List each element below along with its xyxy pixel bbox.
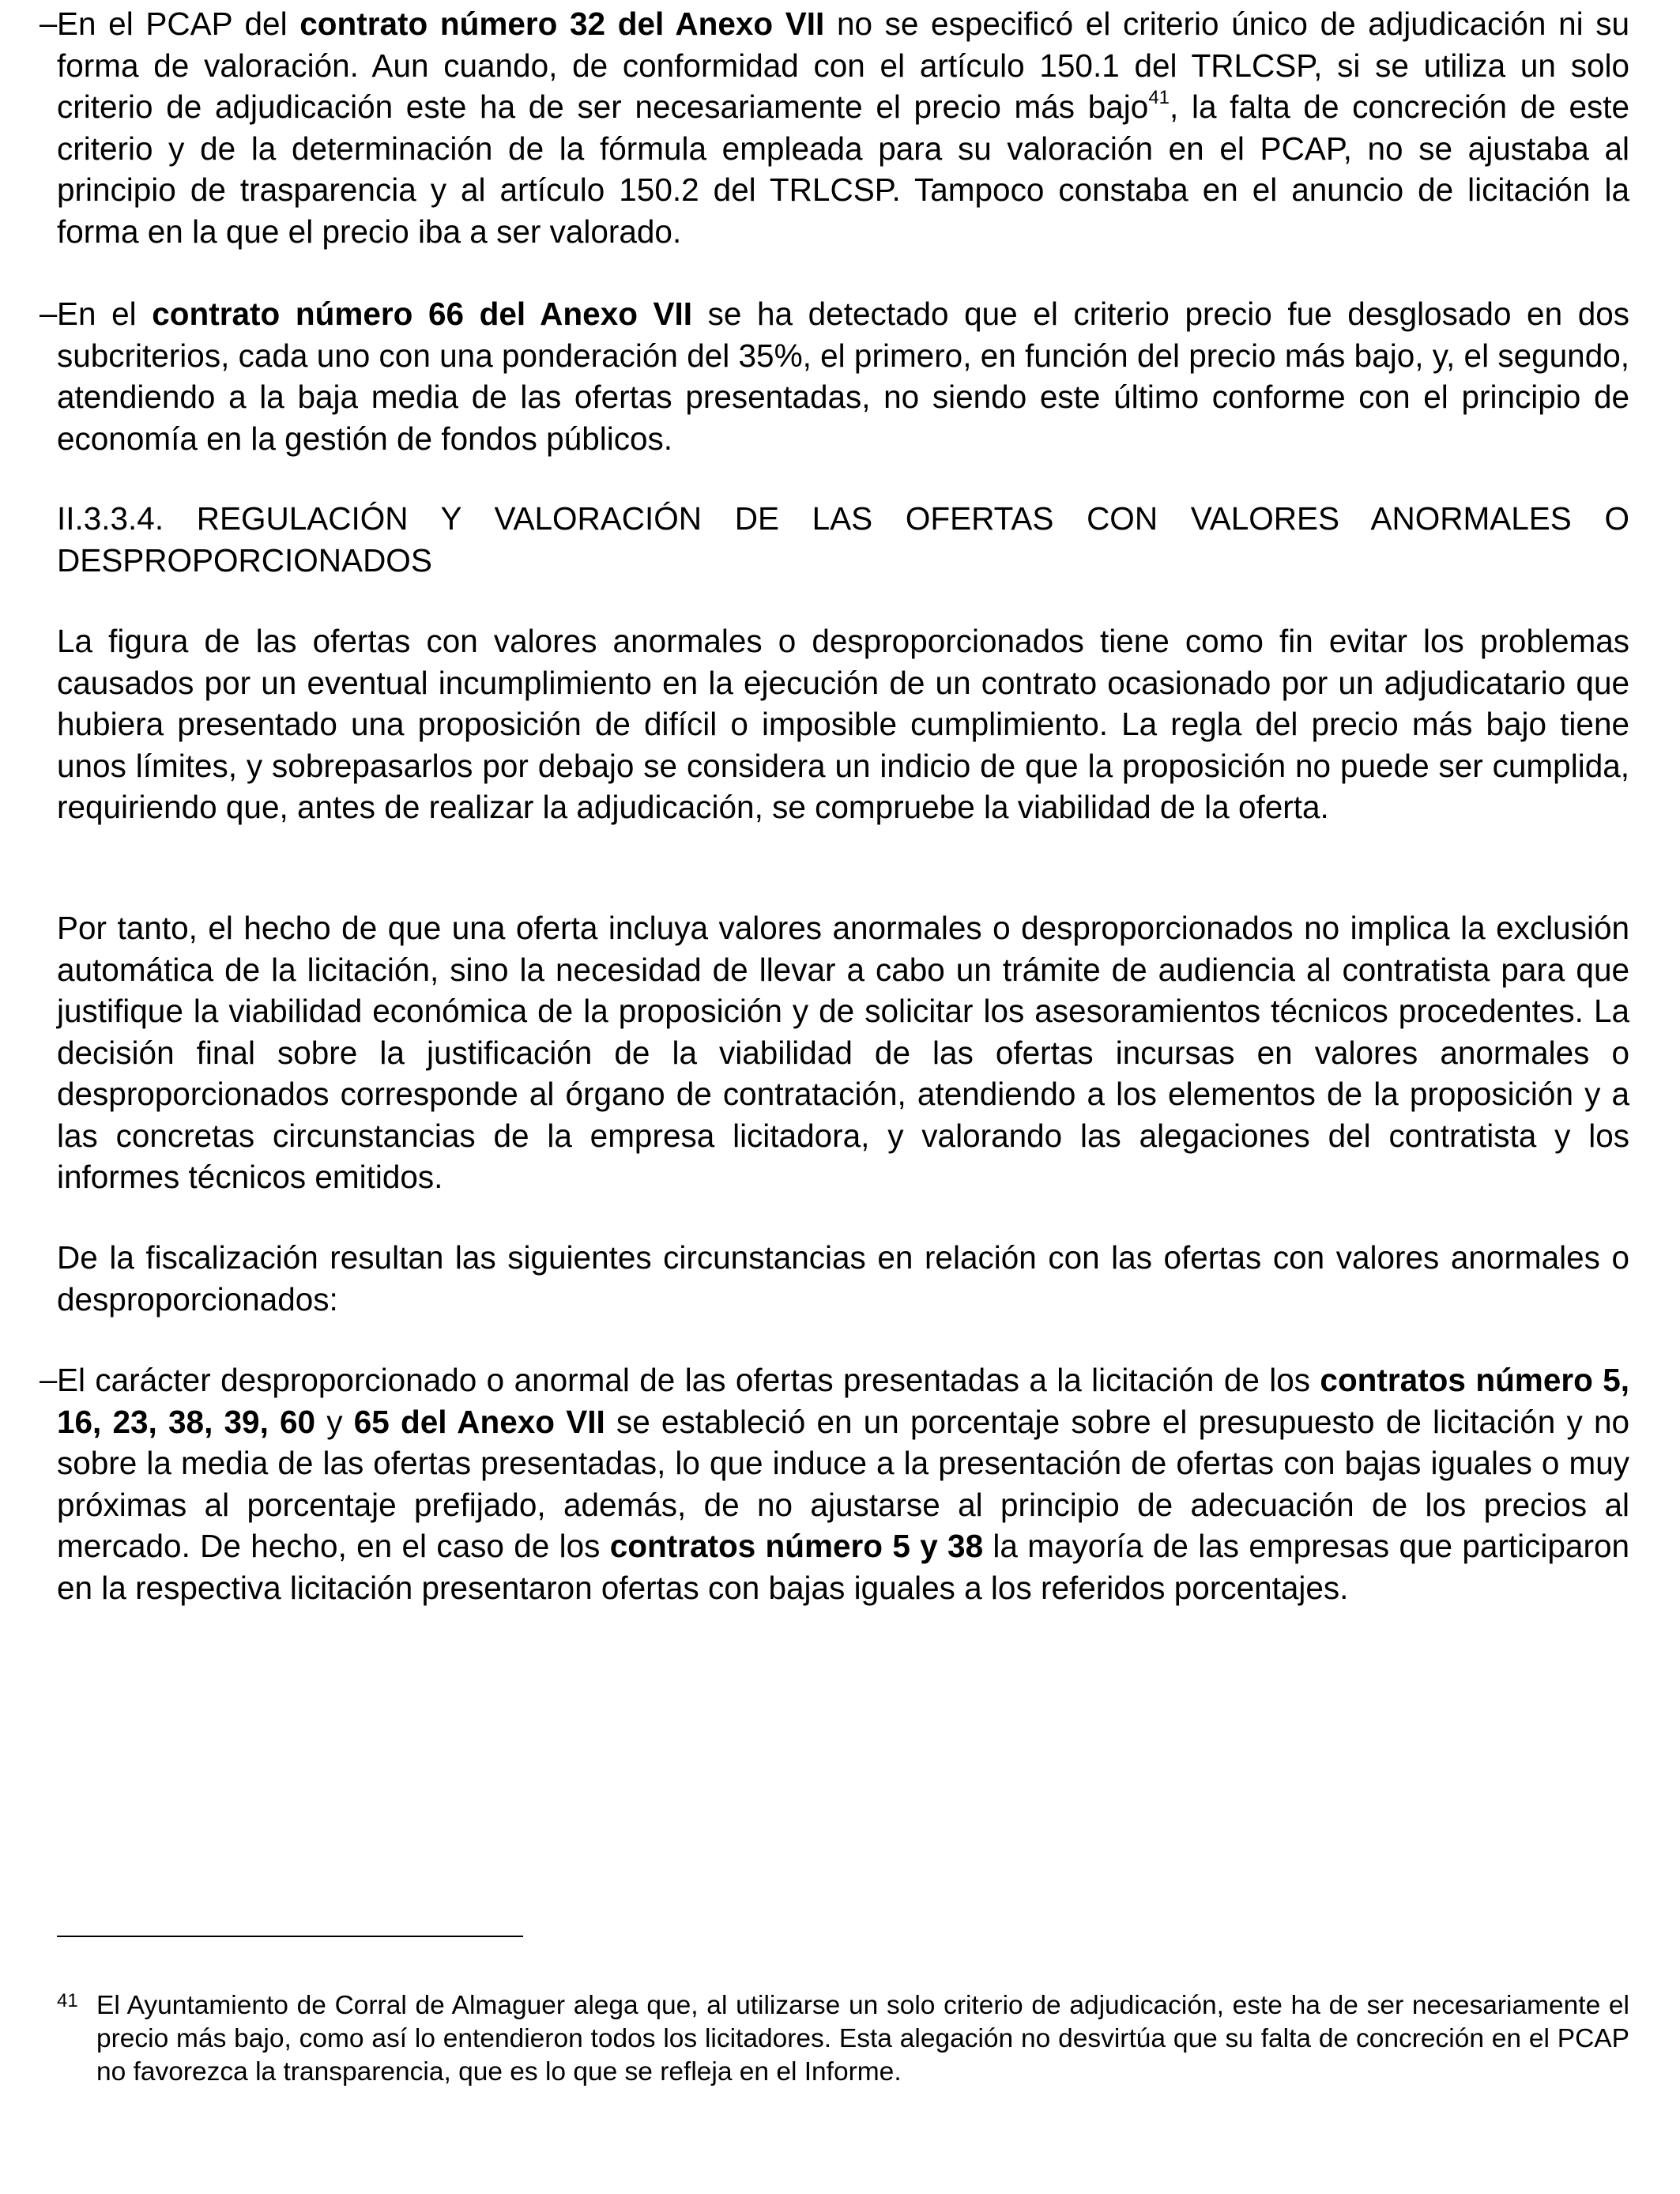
bold-reference: 65 del Anexo VII <box>353 1403 605 1440</box>
footnote-reference: 41 <box>1148 86 1170 108</box>
paragraph-figura-ofertas: La figura de las ofertas con valores anormales o desproporcionados tiene como fin evitar los problemas causados por un eventual incumplimiento en la ejecución de un contrato ocasionado por un adjudicatario que hubiera presentado una proposición de difícil o imposible cumplimiento. La regla del precio más bajo tiene unos límites, y sobrepasarlos por debajo se considera un indicio de que la proposición no puede ser cumplida, requiriendo que, antes de realizar la adjudicación, se compruebe la viabilidad de la oferta. <box>57 623 1629 825</box>
bullet-paragraph-contratos-5-16: – El carácter desproporcionado o anormal de las ofertas presentadas a la licitación de los contratos número 5, 16, 23, 38, 39, 60 y 65 del Anexo VII se estableció en un porcentaje sobre el presupuesto de licitación y no sobre la media de las ofertas presentadas, lo que induce a la presentación de ofertas con bajas iguales o muy próximas al porcentaje prefijado, además, de no ajustarse al principio de adecuación de los precios al mercado. De hecho, en el caso de los contratos número 5 y 38 la mayoría de las empresas que participaron en la respectiva licitación presentaron ofertas con bajas iguales a los referidos porcentajes. <box>57 1359 1629 1608</box>
bold-reference: contrato número 32 del Anexo VII <box>299 6 825 42</box>
section-heading: II.3.3.4. REGULACIÓN Y VALORACIÓN DE LAS OFERTAS CON VALORES ANORMALES O DESPROPORCIONADOS <box>57 500 1629 579</box>
paragraph-fiscalizacion: De la fiscalización resultan las siguientes circunstancias en relación con las ofertas con valores anormales o desproporcionados: <box>57 1239 1629 1318</box>
footnote <box>57 1989 1629 2089</box>
bold-reference: contrato número 66 del Anexo VII <box>152 296 693 332</box>
bullet-dash: – <box>40 6 58 41</box>
footnote-number: 41 <box>57 1990 78 2011</box>
bullet-dash: – <box>40 1363 58 1397</box>
bold-reference: contratos número 5 y 38 <box>609 1528 984 1564</box>
bullet-paragraph-contrato-66: – En el contrato número 66 del Anexo VII se ha detectado que el criterio precio fue desglosado en dos subcriterios, cada uno con una ponderación del 35%, el primero, en función del precio más bajo, y, el segundo, atendiendo a la baja media de las ofertas presentadas, no siendo este último conforme con el principio de economía en la gestión de fondos públicos. <box>57 293 1629 459</box>
paragraph-por-tanto: Por tanto, el hecho de que una oferta incluya valores anormales o desproporcionados no implica la exclusión automática de la licitación, sino la necesidad de llevar a cabo un trámite de audiencia al contratista para que justifique la viabilidad económica de la proposición y de solicitar los asesoramientos técnicos procedentes. La decisión final sobre la justificación de la viabilidad de las ofertas incursas en valores anormales o desproporcionados corresponde al órgano de contratación, atendiendo a los elementos de la proposición y a las concretas circunstancias de la empresa licitadora, y valorando las alegaciones del contratista y los informes técnicos emitidos. <box>57 910 1629 1195</box>
bold-reference: contratos número 5, 16, 23, 38, 39, 60 <box>57 1362 1629 1440</box>
bullet-dash: – <box>40 296 58 331</box>
footnote-text: El Ayuntamiento de Corral de Almaguer alega que, al utilizarse un solo criterio de adjudicación, este ha de ser necesariamente el precio más bajo, como así lo entendieron todos los licitadores. Esta alegación no desvirtúa que su falta de concreción en el PCAP no favorezca la transparencia, que es lo que se refleja en el Informe. <box>96 1991 1629 2087</box>
bullet-paragraph-contrato-32: – En el PCAP del contrato número 32 del Anexo VII no se especificó el criterio único de adjudicación ni su forma de valoración. Aun cuando, de conformidad con el artículo 150.1 del TRLCSP, si se utiliza un solo criterio de adjudicación este ha de ser necesariamente el precio más bajo$^{41}$, la falta de concreción de este criterio y de la determinación de la fórmula empleada para su valoración en el PCAP, no se ajustaba al principio de trasparencia y al artículo 150.2 del TRLCSP. Tampoco constaba en el anuncio de licitación la forma en la que el precio iba a ser valorado. <box>57 3 1629 252</box>
footnote-separator <box>57 1936 523 1937</box>
